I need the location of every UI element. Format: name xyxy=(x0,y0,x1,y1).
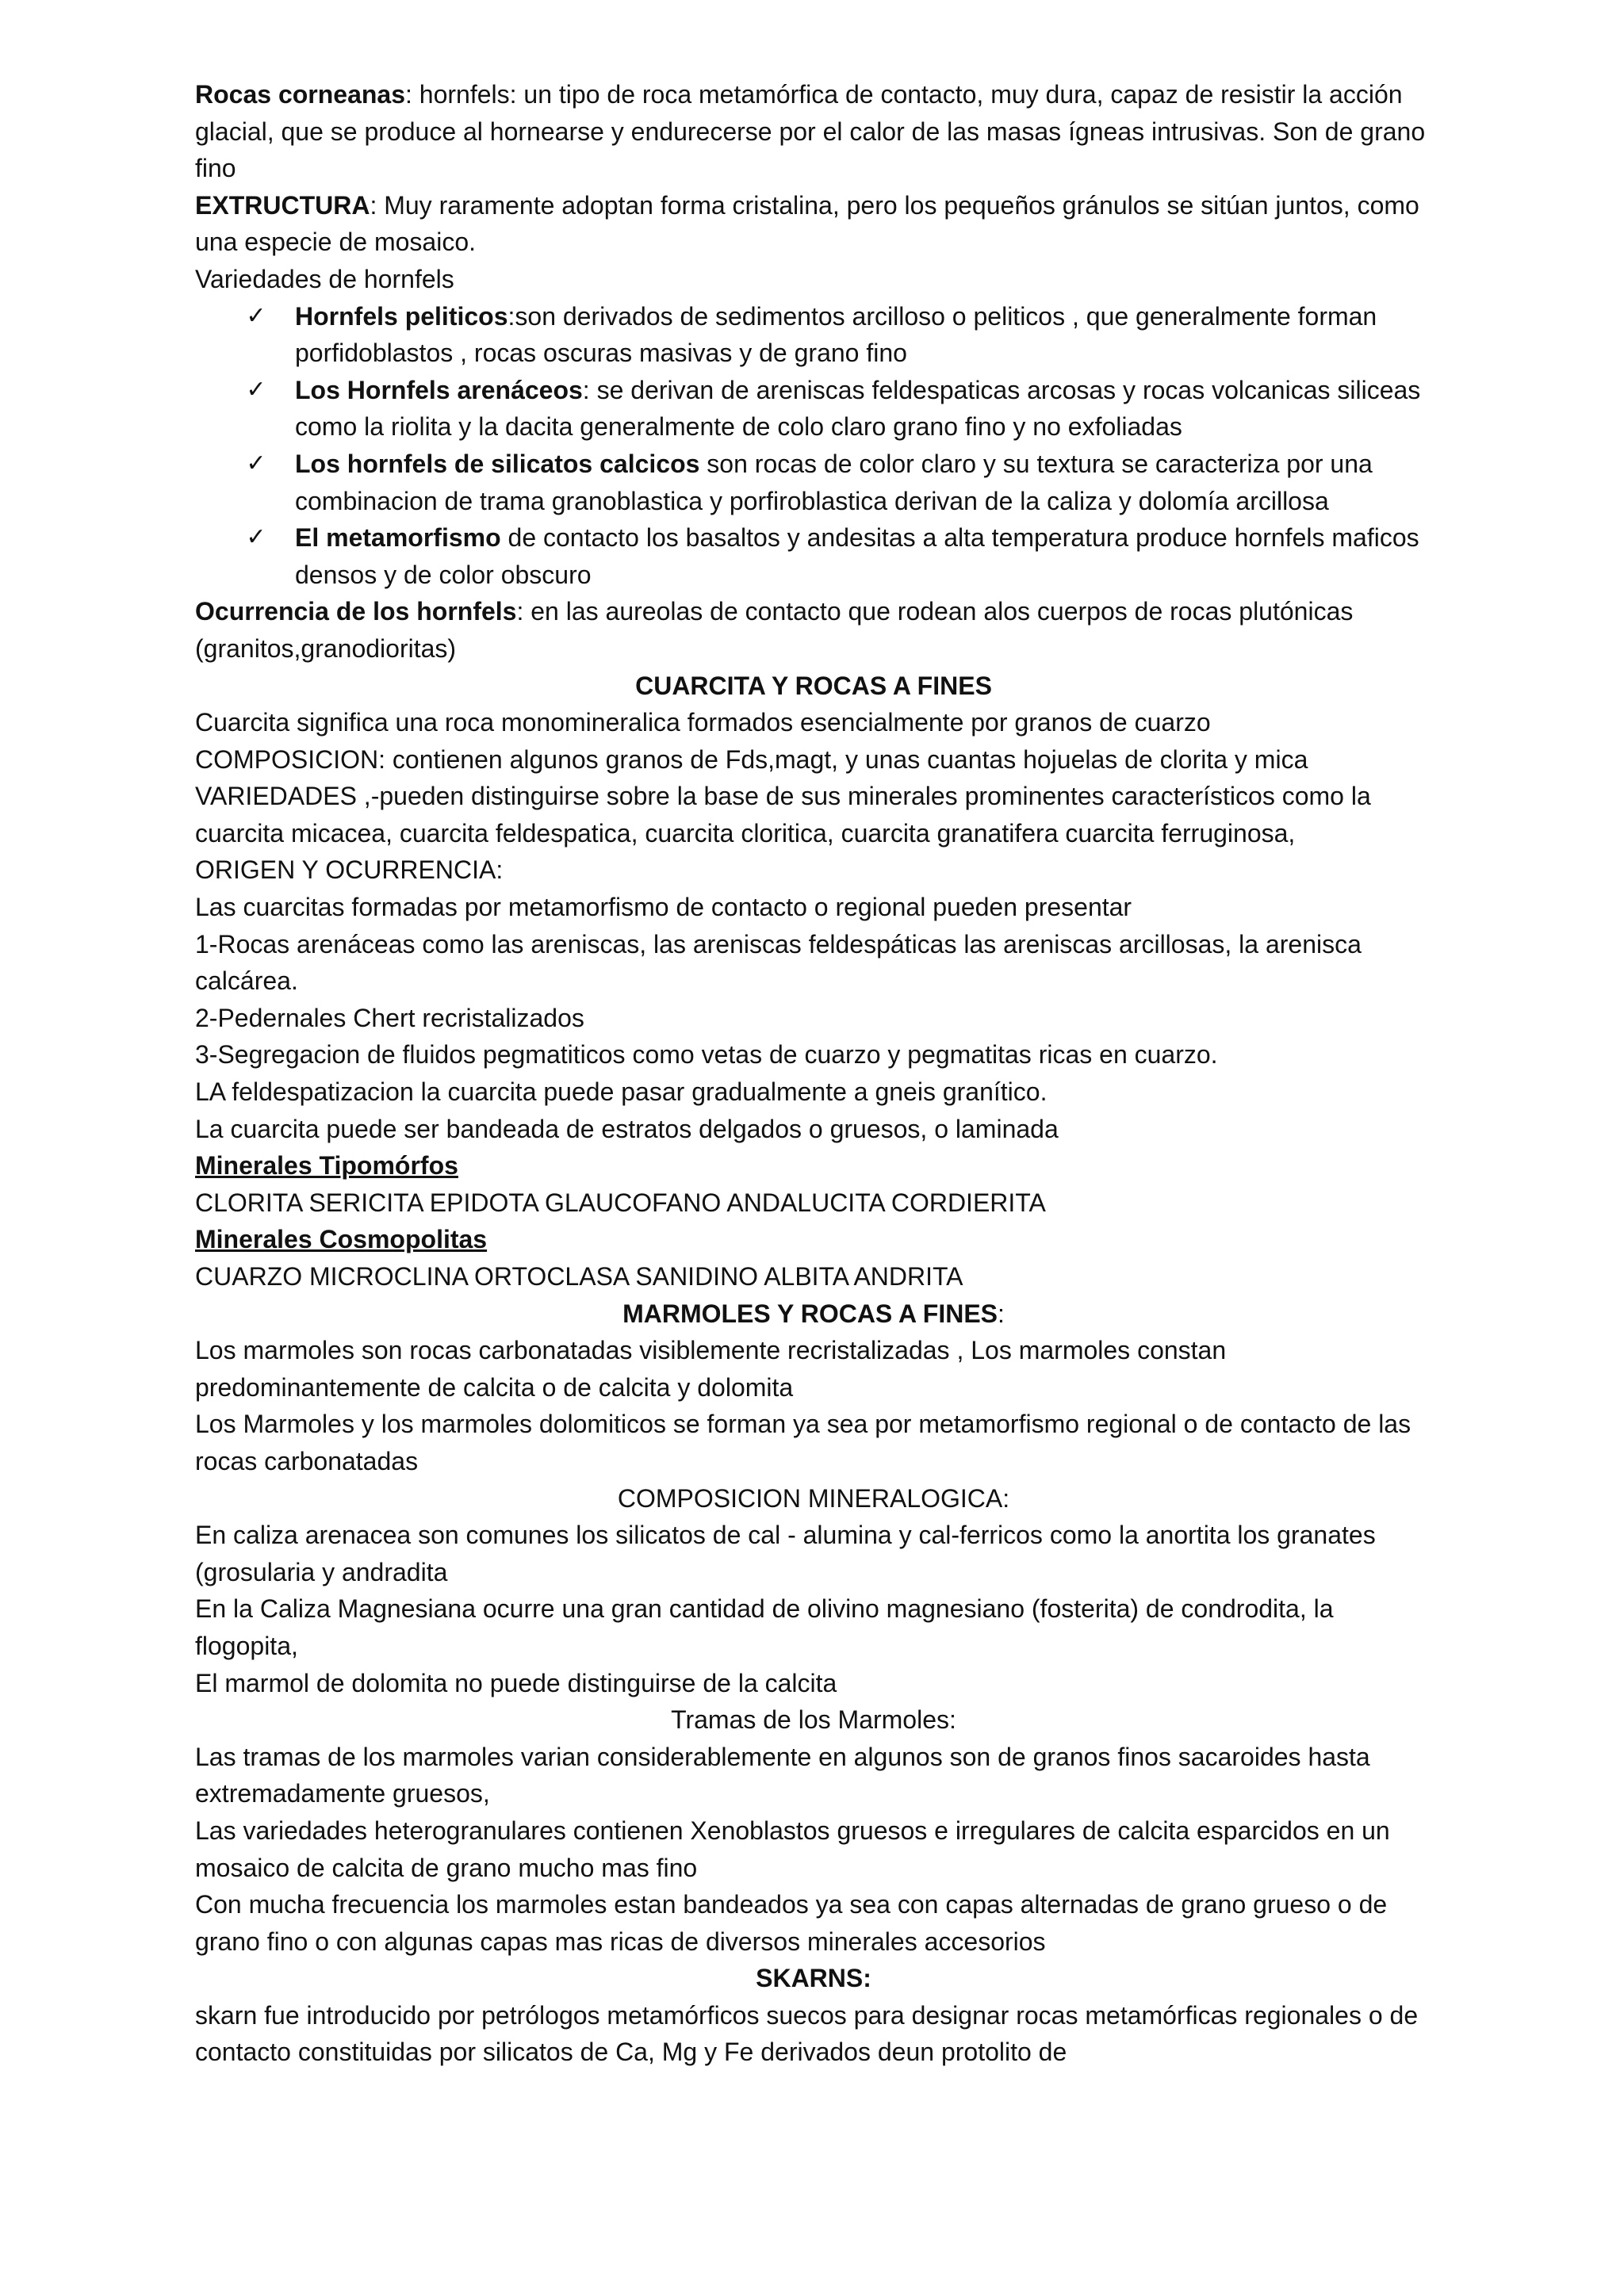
heading-tramas: Tramas de los Marmoles: xyxy=(671,1705,956,1735)
list-item xyxy=(246,519,1432,593)
list-item xyxy=(246,372,1432,446)
definition-extructura: : Muy raramente adoptan forma cristalina, pero los pequeños gránulos se sitúan juntos, como una especie de mosaico. xyxy=(195,190,1419,257)
minerales-tipomorfos-list: CLORITA SERICITA EPIDOTA GLAUCOFANO ANDALUCITA CORDIERITA xyxy=(195,1188,1046,1217)
tramas-line: Las tramas de los marmoles varian considerablemente en algunos son de granos finos sacaroides hasta extremadamente gruesos, xyxy=(195,1742,1370,1808)
variety-label: Hornfels peliticos xyxy=(295,301,508,331)
definition-rocas-corneanas: : hornfels: un tipo de roca metamórfica de contacto, muy dura, capaz de resistir la acción glacial, que se produce al hornearse y endurecerse por el calor de las masas ígneas intrusivas. Son de grano fino xyxy=(195,80,1426,183)
document-body xyxy=(195,76,1432,2071)
term-ocurrencia: Ocurrencia de los hornfels xyxy=(195,597,517,626)
variety-label: Los hornfels de silicatos calcicos xyxy=(295,449,700,478)
cuarcita-line: 3-Segregacion de fluidos pegmatiticos como vetas de cuarzo y pegmatitas ricas en cuarzo. xyxy=(195,1040,1218,1070)
varieties-intro: Variedades de hornfels xyxy=(195,264,454,293)
variety-text: : se derivan de areniscas feldespaticas arcosas y rocas volcanicas siliceas como la riolita y la dacita generalmente de colo claro grano fino y no exfoliadas xyxy=(295,375,1421,442)
definition-ocurrencia: : en las aureolas de contacto que rodean alos cuerpos de rocas plutónicas (granitos,granodioritas) xyxy=(195,597,1354,663)
minerales-cosmopolitas-list: CUARZO MICROCLINA ORTOCLASA SANIDINO ALBITA ANDRITA xyxy=(195,1262,963,1291)
cuarcita-line: LA feldespatizacion la cuarcita puede pasar gradualmente a gneis granítico. xyxy=(195,1077,1048,1107)
heading-cuarcita: CUARCITA Y ROCAS A FINES xyxy=(635,671,992,700)
paragraph-extructura xyxy=(195,187,1432,261)
heading-marmoles-colon: : xyxy=(998,1299,1005,1328)
checkmark-icon: ✓ xyxy=(246,375,266,404)
cuarcita-line: 2-Pedernales Chert recristalizados xyxy=(195,1003,584,1032)
term-extructura: EXTRUCTURA xyxy=(195,190,370,220)
paragraph-ocurrencia xyxy=(195,593,1432,667)
heading-composicion-mineralogica: COMPOSICION MINERALOGICA: xyxy=(617,1483,1010,1513)
composicion-line: En la Caliza Magnesiana ocurre una gran cantidad de olivino magnesiano (fosterita) de condrodita, la flogopita, xyxy=(195,1594,1334,1660)
list-item xyxy=(246,298,1432,372)
variety-text: son rocas de color claro y su textura se caracteriza por una combinacion de trama granoblastica y porfiroblastica derivan de la caliza y dolomía arcillosa xyxy=(295,449,1373,515)
composicion-line: El marmol de dolomita no puede distinguirse de la calcita xyxy=(195,1668,837,1697)
heading-skarns: SKARNS: xyxy=(756,1964,871,1993)
heading-marmoles-wrapper xyxy=(195,1295,1432,1333)
varieties-checklist xyxy=(195,298,1432,594)
term-rocas-corneanas: Rocas corneanas xyxy=(195,80,406,109)
cuarcita-line: La cuarcita puede ser bandeada de estratos delgados o gruesos, o laminada xyxy=(195,1114,1059,1143)
cuarcita-line: 1-Rocas arenáceas como las areniscas, las areniscas feldespáticas las areniscas arcillosas, la arenisca calcárea. xyxy=(195,929,1362,996)
heading-minerales-tipomorfos: Minerales Tipomórfos xyxy=(195,1151,458,1181)
marmoles-line: Los marmoles son rocas carbonatadas visiblemente recristalizadas , Los marmoles constan predominantemente de calcita o de calcita y dolomita xyxy=(195,1336,1227,1402)
variety-label: El metamorfismo xyxy=(295,523,501,553)
paragraph-rocas-corneanas xyxy=(195,76,1432,187)
heading-minerales-cosmopolitas: Minerales Cosmopolitas xyxy=(195,1225,488,1254)
list-item xyxy=(246,446,1432,519)
cuarcita-line: Cuarcita significa una roca monomineralica formados esencialmente por granos de cuarzo xyxy=(195,708,1211,737)
skarns-text: skarn fue introducido por petrólogos metamórficos suecos para designar rocas metamórficas regionales o de contacto constituidas por silicatos de Ca, Mg y Fe derivados deun protolito de xyxy=(195,2000,1419,2067)
composicion-line: En caliza arenacea son comunes los silicatos de cal - alumina y cal-ferricos como la anortita los granates (grosularia y andradita xyxy=(195,1521,1376,1586)
checkmark-icon: ✓ xyxy=(246,301,266,330)
tramas-line: Las variedades heterogranulares contienen Xenoblastos gruesos e irregulares de calcita esparcidos en un mosaico de calcita de grano mucho mas fino xyxy=(195,1816,1390,1882)
variety-label: Los Hornfels arenáceos xyxy=(295,375,583,404)
heading-marmoles: MARMOLES Y ROCAS A FINES xyxy=(622,1299,998,1328)
checkmark-icon: ✓ xyxy=(246,449,266,477)
cuarcita-line: VARIEDADES ,-pueden distinguirse sobre la base de sus minerales prominentes característicos como la cuarcita micacea, cuarcita feldespatica, cuarcita cloritica, cuarcita granatifera cuarcita ferruginosa, xyxy=(195,782,1371,848)
cuarcita-line: ORIGEN Y OCURRENCIA: xyxy=(195,855,504,885)
marmoles-line: Los Marmoles y los marmoles dolomiticos se forman ya sea por metamorfismo regional o de contacto de las rocas carbonatadas xyxy=(195,1410,1411,1475)
checkmark-icon: ✓ xyxy=(246,523,266,552)
tramas-line: Con mucha frecuencia los marmoles estan bandeados ya sea con capas alternadas de grano grueso o de grano fino o con algunas capas mas ricas de diversos minerales accesorios xyxy=(195,1890,1388,1956)
cuarcita-line: Las cuarcitas formadas por metamorfismo de contacto o regional pueden presentar xyxy=(195,893,1132,922)
cuarcita-line: COMPOSICION: contienen algunos granos de Fds,magt, y unas cuantas hojuelas de clorita y mica xyxy=(195,744,1308,774)
variety-text: de contacto los basaltos y andesitas a alta temperatura produce hornfels maficos densos y de color obscuro xyxy=(295,523,1419,589)
variety-text: :son derivados de sedimentos arcilloso o peliticos , que generalmente forman porfidoblastos , rocas oscuras masivas y de grano fino xyxy=(295,301,1377,368)
